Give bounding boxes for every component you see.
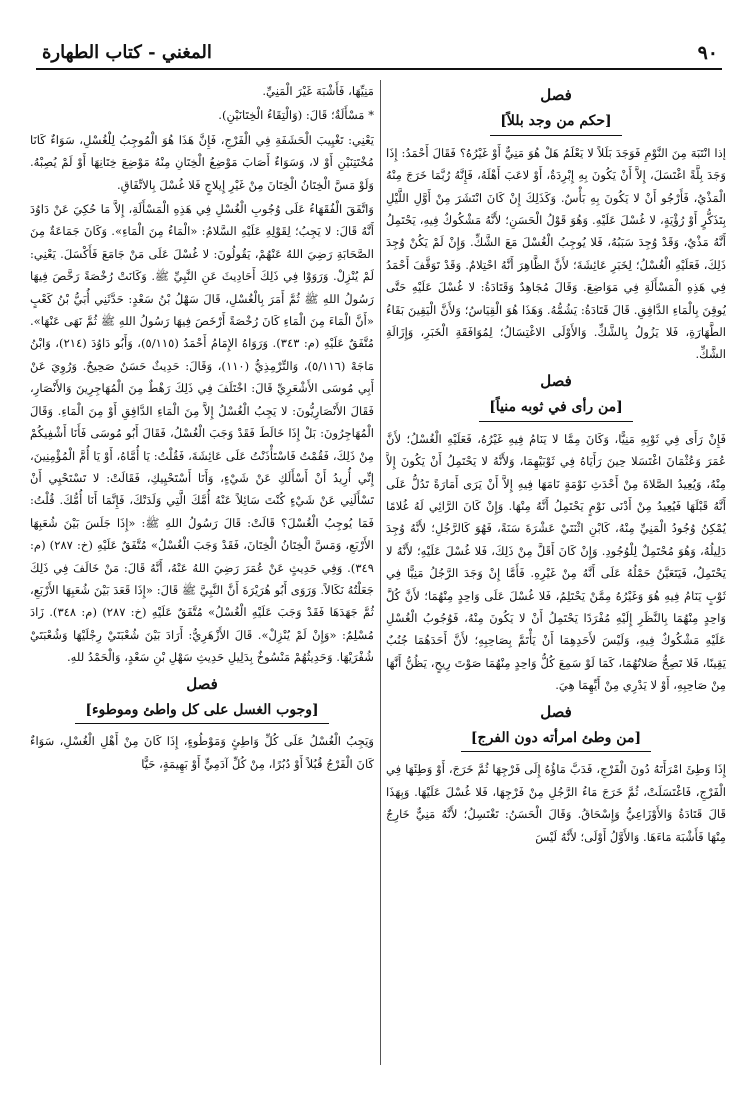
section-heading: فصل [186,674,218,693]
section-heading: فصل [540,371,572,390]
paragraph: إذا انْتَبَهَ مِنَ النَّوْمِ فَوَجَدَ بَلَلاً لا يَعْلَمُ هَلْ هُوَ مَنِيٌّ أَوْ غَيْرُهُ؟ فَقَالَ أَحْمَدُ: إِذَا وَجَدَ بِلَّةً اغْتَسَلَ، إِلاَّ أَنْ يَكُونَ بِهِ إِبْرِدَةٌ، أَوْ لاعَبَ أَهْلَهُ، فَإِنَّهُ رُبَّمَا خَرَجَ مِنْهُ الْمَذْيُ، فَأَرْجُو أَنْ لا يَكُونَ بِهِ بَأْسٌ. وَكَذَلِكَ إِنْ كَانَ انْتَشَرَ مِنْ أَوَّلِ اللَّيْلِ بِتَذَكُّرٍ أَوْ رُؤْيَةٍ، لا غُسْلَ عَلَيْهِ. وَهُوَ قَوْلُ الْحَسَنِ؛ لأَنَّهُ مَشْكُوكٌ فِيهِ، يَحْتَمِلُ أَنَّهُ مَذْيٌ، وَقَدْ وُجِدَ سَبَبُهُ، فَلا يُوجِبُ الْغُسْلَ مَعَ الشَّكِّ. وَإِنْ لَمْ يَكُنْ وُجِدَ ذَلِكَ، فَعَلَيْهِ الْغُسْلُ؛ لِخَبَرِ عَائِشَةَ؛ لأَنَّ الظَّاهِرَ أَنَّهُ احْتِلامٌ. وَقَدْ تَوَقَّفَ أَحْمَدُ فِي هَذِهِ الْمَسْأَلَةِ فِي مَوَاضِعَ. وَقَالَ مُجَاهِدٌ وَقَتَادَةُ: لا غُسْلَ عَلَيْهِ حَتَّى يُوقِنَ بِالْمَاءِ الدَّافِقِ. قَالَ قَتَادَةُ: يَشُمُّهُ. وَهَذَا هُوَ الْقِيَاسُ؛ وَلأَنَّ الْيَقِينَ بَقَاءُ الطَّهَارَةِ، فَلا يَزُولُ بِالشَّكِّ. وَالأَوْلَى الاغْتِسَالُ؛ لِمُوَافَقَةِ الْخَبَرِ، وَإِزَالَةِ الشَّكِّ. [386,145,726,362]
paragraph: وَاتَّفَقَ الْفُقَهَاءُ عَلَى وُجُوبِ الْغُسْلِ فِي هَذِهِ الْمَسْأَلَةِ، إِلاَّ مَا حُكِيَ عَنْ دَاوُدَ أَنَّهُ قَالَ: لا يَجِبُ؛ لِقَوْلِهِ عَلَيْهِ السَّلامُ: «الْمَاءُ مِنَ الْمَاءِ». وَكَانَ جَمَاعَةٌ مِنَ الصَّحَابَةِ رَضِيَ اللهُ عَنْهُمْ، يَقُولُونَ: لا غُسْلَ عَلَى مَنْ جَامَعَ فَأَكْسَلَ. يَعْنِي: لَمْ يُنْزِلْ. وَرَوَوْا فِي ذَلِكَ أَحَادِيثَ عَنِ النَّبِيِّ ﷺ. وَكَانَتْ رُخْصَةً رَخَّصَ فِيهَا رَسُولُ اللهِ ﷺ ثُمَّ أَمَرَ بِالْغُسْلِ، قَالَ سَهْلُ بْنُ سَعْدٍ: حَدَّثَنِي أُبَيُّ بْنُ كَعْبٍ «أَنَّ الْمَاءَ مِنَ الْمَاءِ كَانَ رُخْصَةً أَرْخَصَ فِيهَا رَسُولُ اللهِ ﷺ ثُمَّ نَهَى عَنْهَا». مُتَّفَقٌ عَلَيْهِ (م: ٣٤٣). وَرَوَاهُ الإِمَامُ أَحْمَدُ (٥/١١٥)، وَأَبُو دَاوُدَ (٢١٤)، وَابْنُ مَاجَهْ (٥/١١٦)، وَالتِّرْمِذِيُّ (١١٠)، وَقَالَ: حَدِيثٌ حَسَنٌ صَحِيحٌ. وَرُوِيَ عَنْ أَبِي مُوسَى الأَشْعَرِيِّ قَالَ: اخْتَلَفَ فِي ذَلِكَ رَهْطٌ مِنَ الْمُهَاجِرِينَ وَالأَنْصَارِ، فَقَالَ الأَنْصَارِيُّونَ: لا يَجِبُ الْغُسْلُ إِلاَّ مِنَ الْمَاءِ الدَّافِقِ أَوْ مِنَ الْمَاءِ. وَقَالَ الْمُهَاجِرُونَ: بَلْ إِذَا خَالَطَ فَقَدْ وَجَبَ الْغُسْلُ، فَقَالَ أَبُو مُوسَى فَأَنَا أَشْفِيكُمْ مِنْ ذَلِكَ، فَقُمْتُ فَاسْتَأْذَنْتُ عَلَى عَائِشَةَ، فَقُلْتُ: يَا أُمَّاهُ، أَوْ يَا أُمَّ الْمُؤْمِنِينَ، إِنِّي أُرِيدُ أَنْ أَسْأَلَكِ عَنْ شَيْءٍ، وَأَنَا أَسْتَحْيِيكِ، فَقَالَتْ: لا تَسْتَحْيِي أَنْ تَسْأَلَنِي عَنْ شَيْءٍ كُنْتَ سَائِلاً عَنْهُ أُمَّكَ الَّتِي وَلَدَتْكَ، فَإِنَّمَا أَنَا أُمُّكَ. قُلْتُ: فَمَا يُوجِبُ الْغُسْلَ؟ قَالَتْ: قَالَ رَسُولُ اللهِ ﷺ: «إِذَا جَلَسَ بَيْنَ شُعَبِهَا الأَرْبَعِ، وَمَسَّ الْخِتَانُ الْخِتَانَ، فَقَدْ وَجَبَ الْغُسْلُ» مُتَّفَقٌ عَلَيْهِ (خ: ٢٨٧) (م: ٣٤٩). وَفِي حَدِيثٍ عَنْ عُمَرَ رَضِيَ اللهُ عَنْهُ، أَنَّهُ قَالَ: مَنْ خَالَفَ فِي ذَلِكَ جَعَلْتُهُ نَكَالاً. وَرَوَى أَبُو هُرَيْرَةَ أَنَّ النَّبِيَّ ﷺ قَالَ: «إِذَا قَعَدَ بَيْنَ شُعَبِهَا الأَرْبَعِ، ثُمَّ جَهَدَهَا فَقَدْ وَجَبَ عَلَيْهِ الْغُسْلُ» مُتَّفَقٌ عَلَيْهِ (خ: ٢٨٧) (م: ٣٤٨). زَادَ مُسْلِمٌ: «وَإِنْ لَمْ يُنْزِلْ». قَالَ الأَزْهَرِيُّ: أَرَادَ بَيْنَ شُعْبَتَيْ رِجْلَيْهَا وَشُعْبَتَيْ شُفْرَيْهَا. وَحَدِيثُهُمْ مَنْسُوخٌ بِدَلِيلِ حَدِيثِ سَهْلِ بْنِ سَعْدٍ، وَالْحَمْدُ للهِ. [30,202,374,665]
paragraph: مَنِيِّهَا، فَأَشْبَهَ غَيْرَ الْمَنِيِّ. [262,84,374,98]
section-heading: فصل [540,702,572,721]
paragraph: فَإِنْ رَأَى فِي ثَوْبِهِ مَنِيًّا، وَكَانَ مِمَّا لا يَنَامُ فِيهِ غَيْرُهُ، فَعَلَيْهِ الْغُسْلُ؛ لأَنَّ عُمَرَ وَعُثْمَانَ اغْتَسَلا حِينَ رَأَيَاهُ فِي ثَوْبَيْهِمَا، وَلأَنَّهُ لا يَحْتَمِلُ أَنْ يَكُونَ إِلاَّ مِنْهُ، وَيُعِيدُ الصَّلاةَ مِنْ أَحْدَثِ نَوْمَةٍ نَامَهَا فِيهِ إِلاَّ أَنْ يَرَى أَمَارَةً تَدُلُّ عَلَى أَنَّهُ قَبْلَهَا فَيُعِيدُ مِنْ أَدْنَى نَوْمٍ يَحْتَمِلُ أَنَّهُ مِنْهَا. وَإِنْ كَانَ الرَّائِي لَهُ غُلامًا يُمْكِنُ وُجُودُ الْمَنِيِّ مِنْهُ، كَابْنِ اثْنَتَيْ عَشْرَةَ سَنَةً، فَهُوَ كَالرَّجُلِ؛ لأَنَّهُ وُجِدَ دَلِيلُهُ، وَهُوَ مُحْتَمِلٌ لِلْوُجُودِ. وَإِنْ كَانَ أَقَلَّ مِنْ ذَلِكَ، فَلا غُسْلَ عَلَيْهِ؛ لأَنَّهُ لا يَحْتَمِلُ، فَيَتَعَيَّنُ حَمْلُهُ عَلَى أَنَّهُ مِنْ غَيْرِهِ. فَأَمَّا إِنْ وَجَدَ الرَّجُلُ مَنِيًّا فِي ثَوْبٍ يَنَامُ فِيهِ هُوَ وَغَيْرُهُ مِمَّنْ يَحْتَلِمُ، فَلا غُسْلَ عَلَى وَاحِدٍ مِنْهُمَا؛ لأَنَّ كُلَّ وَاحِدٍ مِنْهُمَا بِالنَّظَرِ إِلَيْهِ مُفْرَدًا يَحْتَمِلُ أَنْ لا يَكُونَ مِنْهُ، فَوُجُوبُ الْغُسْلِ عَلَيْهِ مَشْكُوكٌ فِيهِ، وَلَيْسَ لأَحَدِهِمَا أَنْ يَأْتَمَّ بِصَاحِبِهِ؛ لأَنَّ أَحَدَهُمَا جُنُبٌ يَقِينًا، فَلا تَصِحُّ صَلاتُهُمَا، كَمَا لَوْ سَمِعَ كُلُّ وَاحِدٍ مِنْهُمَا صَوْتَ رِيحٍ، يَظُنُّ أَنَّهَا مِنْ صَاحِبِهِ، أَوْ لا يَدْرِي مِنْ أَيِّهِمَا هِيَ. [386,431,726,693]
column-divider [380,80,381,1065]
section-subtitle-text: [حكم من وجد بللاً] [490,108,621,135]
paragraph: إِذَا وَطِئَ امْرَأَتَهُ دُونَ الْفَرْجِ، فَدَبَّ مَاؤُهُ إِلَى فَرْجِهَا ثُمَّ خَرَجَ، أَوْ وَطِئَهَا فِي الْفَرْجِ، فَاغْتَسَلَتْ، ثُمَّ خَرَجَ مَاءُ الرَّجُلِ مِنْ فَرْجِهَا، فَلا غُسْلَ عَلَيْهَا. وَبِهَذَا قَالَ قَتَادَةُ وَالأَوْزَاعِيُّ وَإِسْحَاقُ. وَقَالَ الْحَسَنُ: تَغْتَسِلُ؛ لأَنَّهُ مَنِيٌّ خَارِجٌ مِنْهَا فَأَشْبَهَ مَاءَهَا. وَالأَوَّلُ أَوْلَى؛ لأَنَّهُ لَيْسَ [386,762,726,844]
section-subtitle-text: [من وطئ امرأته دون الفرج] [461,725,651,752]
section-subtitle-text: [وجوب الغسل على كل واطئ وموطوء] [75,697,328,724]
section-subtitle [386,394,726,421]
right-column [386,80,726,1080]
left-column [30,80,374,1080]
paragraph: * مَسْأَلَةٌ؛ قَالَ: (وَالْتِقَاءُ الْخِتَانَيْنِ). [218,108,374,123]
section-subtitle [386,108,726,135]
running-title: المغني - كتاب الطهارة [42,42,212,63]
section-subtitle [30,697,374,724]
section-subtitle-text: [من رأى في ثوبه منياً] [479,394,633,421]
section-subtitle [386,725,726,752]
paragraph: يَعْنِي: تَغْيِيبَ الْحَشَفَةِ فِي الْفَرْجِ، فَإِنَّ هَذَا هُوَ الْمُوجِبُ لِلْغُسْلِ، سَوَاءٌ كَانَا مُخْتَتِنَيْنِ أَوْ لا، وَسَوَاءٌ أَصَابَ مَوْضِعُ الْخِتَانِ مِنْهُ مَوْضِعَ خِتَانِهَا أَوْ لَمْ يُصِبْهُ. وَلَوْ مَسَّ الْخِتَانُ الْخِتَانَ مِنْ غَيْرِ إِيلاجٍ فَلا غُسْلَ بِالاتِّفَاقِ. [30,132,374,192]
paragraph: وَيَجِبُ الْغُسْلُ عَلَى كُلِّ وَاطِئٍ وَمَوْطُوءٍ، إِذَا كَانَ مِنْ أَهْلِ الْغُسْلِ، سَوَاءٌ كَانَ الْفَرْجُ قُبُلاً أَوْ دُبُرًا، مِنْ كُلِّ آدَمِيٍّ أَوْ بَهِيمَةٍ، حَيًّا [30,734,374,771]
page-header [36,38,722,70]
section-heading: فصل [540,86,572,104]
page-number: ٩٠ [697,42,718,64]
